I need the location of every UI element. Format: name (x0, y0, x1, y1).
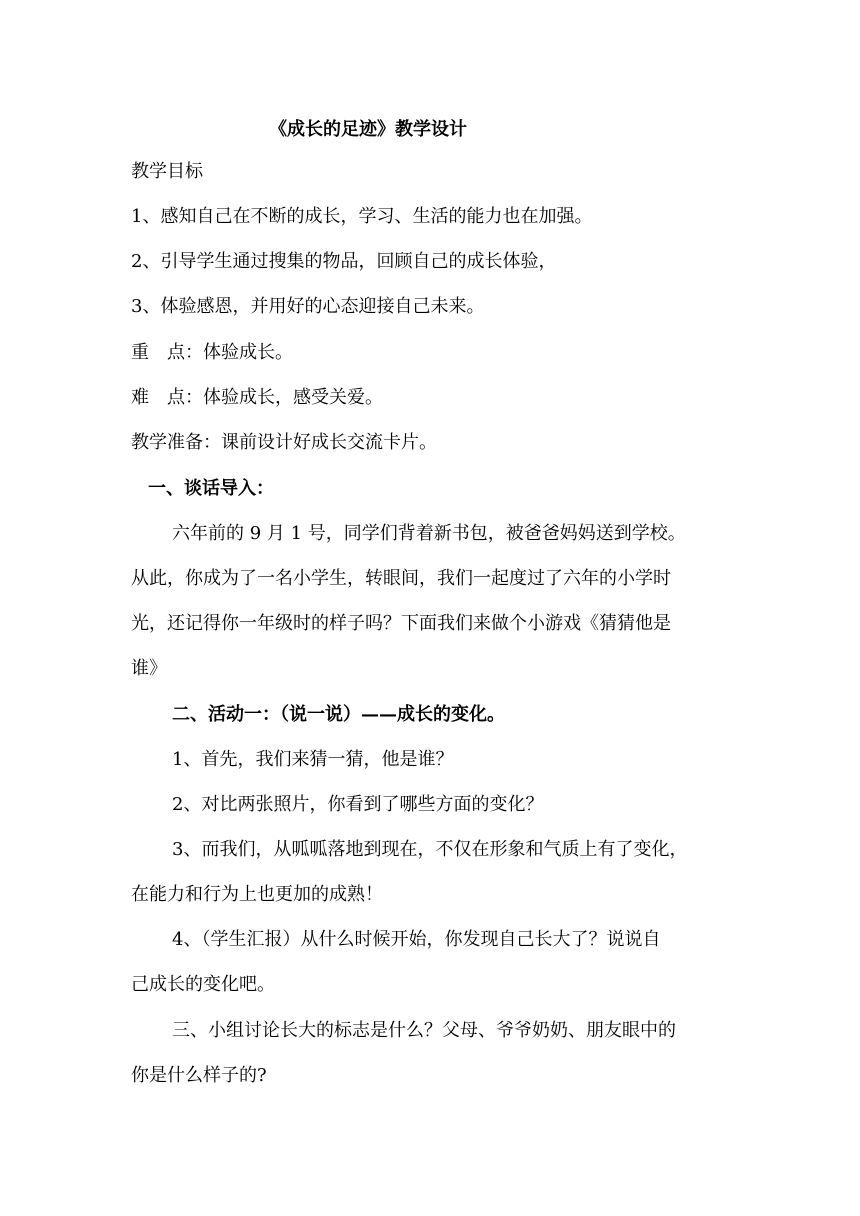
section2-item: 己成长的变化吧。 (131, 974, 275, 995)
objective-item: 2、引导学生通过搜集的物品，回顾自己的成长体验， (131, 251, 557, 272)
section2-item: 1、首先，我们来猜一猜，他是谁？ (172, 749, 454, 770)
objectives-heading: 教学目标 (131, 161, 203, 182)
section2-item: 在能力和行为上也更加的成熟！ (131, 884, 383, 905)
section1-paragraph-line: 六年前的 9 月 1 号，同学们背着新书包，被爸爸妈妈送到学校。 (172, 523, 686, 544)
difficulty: 难 点：体验成长，感受关爱。 (131, 387, 383, 408)
objective-item: 1、感知自己在不断的成长，学习、生活的能力也在加强。 (131, 206, 593, 227)
section2-heading: 二、活动一：（说一说）——成长的变化。 (172, 704, 505, 725)
section1-paragraph-line: 谁》 (131, 658, 167, 679)
document-title: 《成长的足迹》教学设计 (269, 119, 467, 140)
preparation: 教学准备：课前设计好成长交流卡片。 (131, 432, 437, 453)
section2-item: 3、而我们，从呱呱落地到现在，不仅在形象和气质上有了变化， (172, 839, 688, 860)
section1-paragraph-line: 光，还记得你一年级时的样子吗？下面我们来做个小游戏《猜猜他是 (131, 613, 671, 634)
section1-heading: 一、谈话导入： (148, 478, 274, 499)
section3-line: 你是什么样子的? (131, 1065, 267, 1086)
section3-line: 三、小组讨论长大的标志是什么？父母、爷爷奶奶、朋友眼中的 (172, 1020, 676, 1041)
key-point: 重 点：体验成长。 (131, 342, 293, 363)
objective-item: 3、体验感恩，并用好的心态迎接自己未来。 (131, 296, 485, 317)
section2-item: 2、对比两张照片，你看到了哪些方面的变化？ (172, 794, 544, 815)
section1-paragraph-line: 从此，你成为了一名小学生，转眼间，我们一起度过了六年的小学时 (131, 568, 671, 589)
section2-item: 4、（学生汇报）从什么时候开始，你发现自己长大了？说说自 (172, 929, 661, 950)
